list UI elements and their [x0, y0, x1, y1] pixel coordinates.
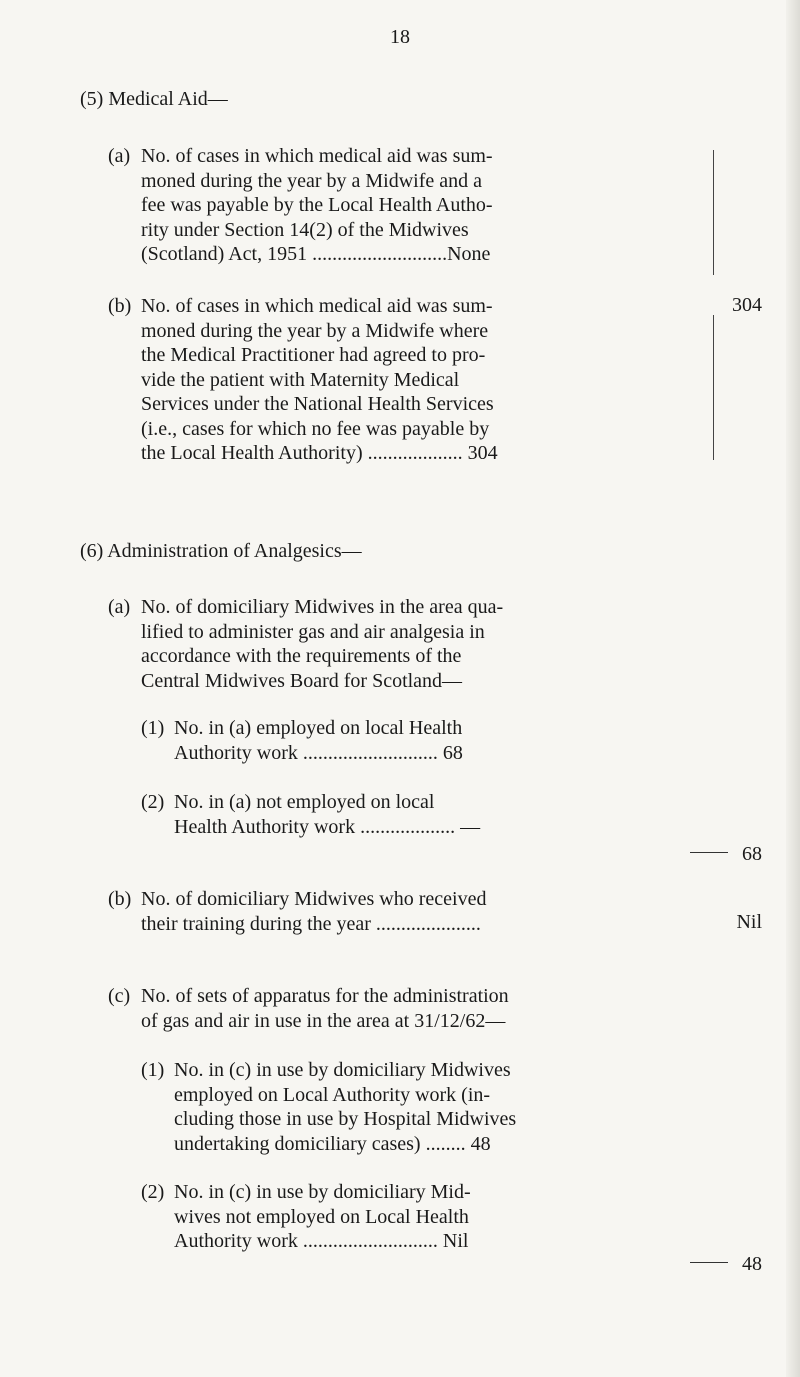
text-line: employed on Local Authority work (in-: [174, 1083, 491, 1106]
text-line: No. of cases in which medical aid was sum-: [141, 145, 493, 167]
item-label: (2): [141, 1181, 165, 1203]
section-6a-total: 68: [742, 843, 762, 865]
page-number: 18: [390, 26, 410, 48]
bracket-line: [713, 150, 714, 275]
section-5-total: 304: [732, 294, 762, 316]
text-line: Authority work ........................... 68: [174, 741, 463, 764]
text-line: wives not employed on Local Health: [174, 1205, 469, 1228]
text-line: fee was payable by the Local Health Autho-: [141, 194, 493, 216]
text-line: No. in (a) employed on local Health: [174, 717, 463, 739]
text-line: the Medical Practitioner had agreed to pro-: [141, 344, 486, 366]
text-line: lified to administer gas and air analgesia in: [141, 620, 485, 643]
section-5-heading: (5) Medical Aid—: [80, 88, 228, 110]
text-line: accordance with the requirements of the: [141, 645, 462, 667]
section-6-heading: (6) Administration of Analgesics—: [80, 540, 362, 562]
text-line: No. in (c) in use by domiciliary Midwives: [174, 1059, 511, 1081]
text-line: No. in (c) in use by domiciliary Mid-: [174, 1181, 471, 1203]
section-6c-total: 48: [742, 1253, 762, 1275]
text-line: No. of domiciliary Midwives who received: [141, 888, 487, 910]
text-line: cluding those in use by Hospital Midwives: [174, 1108, 517, 1130]
text-line: (i.e., cases for which no fee was payable by: [141, 417, 490, 440]
item-label: (c): [108, 985, 131, 1007]
bracket-line: [713, 315, 714, 460]
text-line: moned during the year by a Midwife where: [141, 319, 489, 342]
text-line: of gas and air in use in the area at 31/12/62—: [141, 1009, 506, 1032]
text-line: vide the patient with Maternity Medical: [141, 368, 460, 391]
item-label: (1): [141, 1059, 165, 1081]
page-edge-shadow: [786, 0, 800, 1377]
text-line: undertaking domiciliary cases) ........ 48: [174, 1132, 491, 1155]
item-label: (b): [108, 888, 132, 910]
text-line: rity under Section 14(2) of the Midwives: [141, 218, 469, 241]
item-label: (a): [108, 596, 131, 618]
text-line: moned during the year by a Midwife and a: [141, 169, 483, 192]
text-line: Central Midwives Board for Scotland—: [141, 669, 463, 692]
text-line: No. of sets of apparatus for the administration: [141, 985, 509, 1007]
text-line: Services under the National Health Services: [141, 393, 494, 415]
item-label: (1): [141, 717, 165, 739]
text-line: Authority work ........................... Nil: [174, 1230, 469, 1252]
item-label: (2): [141, 791, 165, 813]
text-line: (Scotland) Act, 1951 ...........................None: [141, 243, 491, 265]
text-line: No. of domiciliary Midwives in the area qua-: [141, 596, 504, 618]
item-label: (b): [108, 295, 132, 317]
text-line: their training during the year .....................: [141, 912, 481, 935]
item-label: (a): [108, 145, 131, 167]
text-line: No. of cases in which medical aid was sum-: [141, 295, 493, 317]
text-line: No. in (a) not employed on local: [174, 791, 435, 813]
text-line: Health Authority work ................... —: [174, 815, 481, 838]
text-line: the Local Health Authority) ................... 304: [141, 442, 498, 464]
section-6b-value: Nil: [736, 911, 762, 933]
